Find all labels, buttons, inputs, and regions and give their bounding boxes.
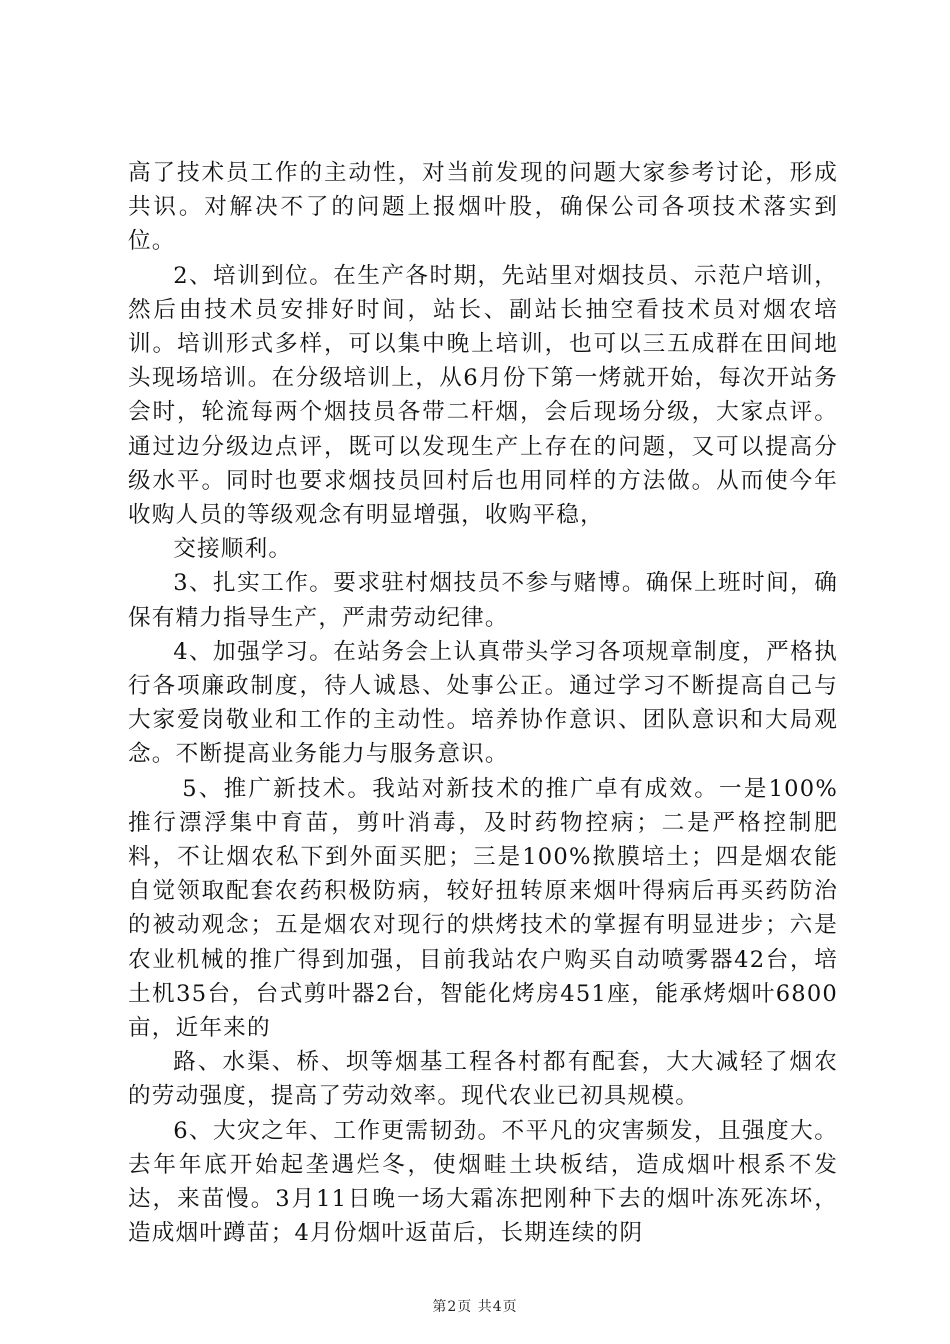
- paragraph-disaster-year: 6、大灾之年、工作更需韧劲。不平凡的灾害频发，且强度大。去年年底开始起垄遇烂冬，使烟畦土块板结，造成烟叶根系不发达，来苗慢。3月11日晚一场大霜冻把刚种下去的烟叶冻死冻坏，造成烟叶蹲苗；4月份烟叶返苗后，长期连续的阴: [128, 1117, 838, 1247]
- page-footer: [0, 1296, 950, 1316]
- paragraph-training: 2、培训到位。在生产各时期，先站里对烟技员、示范户培训，然后由技术员安排好时间，站长、副站长抽空看技术员对烟农培训。培训形式多样，可以集中晚上培训，也可以三五成群在田间地头现场培训。在分级培训上，从6月份下第一烤就开始，每次开站务会时，轮流每两个烟技员各带二杆烟，会后现场分级，大家点评。通过边分级边点评，既可以发现生产上存在的问题，又可以提高分级水平。同时也要求烟技员回村后也用同样的方法做。从而使今年收购人员的等级观念有明显增强，收购平稳，: [128, 262, 838, 529]
- paragraph-handover: 交接顺利。: [173, 536, 293, 563]
- paragraph-infrastructure: 路、水渠、桥、坝等烟基工程各村都有配套，大大减轻了烟农的劳动强度，提高了劳动效率。现代农业已初具规模。: [128, 1049, 838, 1110]
- page-number-label: 第2页 共4页: [432, 1299, 518, 1315]
- paragraph-study: 4、加强学习。在站务会上认真带头学习各项规章制度，严格执行各项廉政制度，待人诚恳、处事公正。通过学习不断提高自己与大家爱岗敬业和工作的主动性。培养协作意识、团队意识和大局观念。不断提高业务能力与服务意识。: [128, 638, 838, 768]
- document-body: [128, 156, 838, 1251]
- paragraph-new-technology: 5、推广新技术。我站对新技术的推广卓有成效。一是100%推行漂浮集中育苗，剪叶消毒，及时药物控病；二是严格控制肥料，不让烟农私下到外面买肥；三是100%揿膜培土；四是烟农能自觉领取配套农药积极防病，较好扭转原来烟叶得病后再买药防治的被动观念；五是烟农对现行的烘烤技术的掌握有明显进步；六是农业机械的推广得到加强，目前我站农户购买自动喷雾器42台，培土机35台，台式剪叶器2台，智能化烤房451座，能承烤烟叶6800亩，近年来的: [128, 775, 838, 1042]
- paragraph-solid-work: 3、扎实工作。要求驻村烟技员不参与赌博。确保上班时间，确保有精力指导生产，严肃劳动纪律。: [128, 570, 838, 631]
- paragraph-continuation: 高了技术员工作的主动性，对当前发现的问题大家参考讨论，形成共识。对解决不了的问题上报烟叶股，确保公司各项技术落实到位。: [128, 160, 838, 255]
